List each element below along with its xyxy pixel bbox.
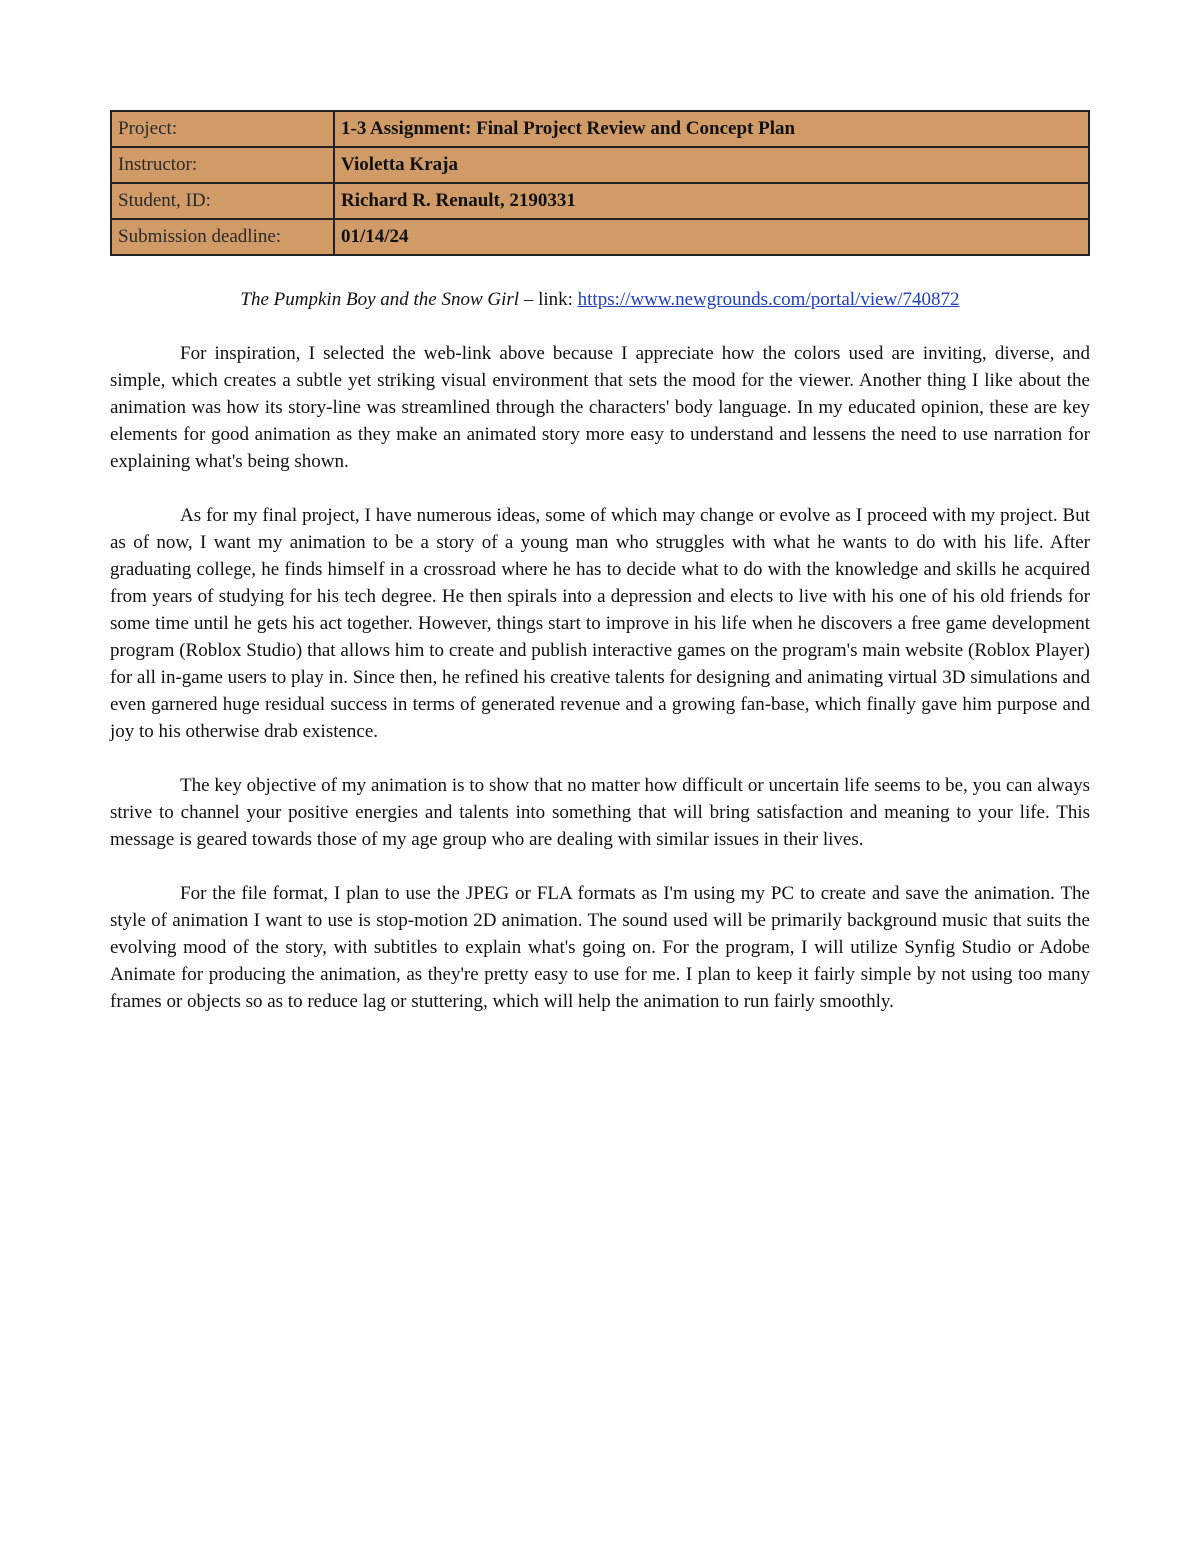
student-id-label: Student, ID: <box>111 183 334 219</box>
table-row <box>111 111 1089 147</box>
deadline-label: Submission deadline: <box>111 219 334 255</box>
instructor-label: Instructor: <box>111 147 334 183</box>
paragraph-final-project: As for my final project, I have numerous ideas, some of which may change or evolve as I proceed with my project. But as of now, I want my animation to be a story of a young man who struggles with what he wants to do with his life. After graduating college, he finds himself in a crossroad where he has to decide what to do with the knowledge and skills he acquired from years of studying for his tech degree. He then spirals into a depression and elects to live with his one of his old friends for some time until he gets his act together. However, things start to improve in his life when he discovers a free game development program (Roblox Studio) that allows him to create and publish interactive games on the program's main website (Roblox Player) for all in-game users to play in. Since then, he refined his creative talents for designing and animating virtual 3D simulations and even garnered huge residual success in terms of generated revenue and a growing fan-base, which finally gave him purpose and joy to his otherwise drab existence. <box>110 505 1090 742</box>
document-page <box>110 110 1090 1015</box>
reference-title: The Pumpkin Boy and the Snow Girl <box>240 289 520 310</box>
table-row <box>111 183 1089 219</box>
reference-separator: – link: <box>519 289 578 310</box>
paragraph-inspiration: For inspiration, I selected the web-link above because I appreciate how the colors used are inviting, diverse, and simple, which creates a subtle yet striking visual environment that sets the mood for the viewer. Another thing I like about the animation was how its story-line was streamlined through the characters' body language. In my educated opinion, these are key elements for good animation as they make an animated story more easy to understand and lessens the need to use narration for explaining what's being shown. <box>110 343 1090 472</box>
deadline-value: 01/14/24 <box>334 219 1089 255</box>
reference-link[interactable]: https://www.newgrounds.com/portal/view/740872 <box>577 289 960 310</box>
project-value: 1-3 Assignment: Final Project Review and Concept Plan <box>334 111 1089 147</box>
project-label: Project: <box>111 111 334 147</box>
assignment-info-table <box>110 110 1090 256</box>
paragraph-file-format: For the file format, I plan to use the JPEG or FLA formats as I'm using my PC to create and save the animation. The style of animation I want to use is stop-motion 2D animation. The sound used will be primarily background music that suits the evolving mood of the story, with subtitles to explain what's going on. For the program, I will utilize Synfig Studio or Adobe Animate for producing the animation, as they're pretty easy to use for me. I plan to keep it fairly simple by not using too many frames or objects so as to reduce lag or stuttering, which will help the animation to run fairly smoothly. <box>110 883 1090 1012</box>
reference-line <box>110 286 1090 313</box>
instructor-value: Violetta Kraja <box>334 147 1089 183</box>
table-row <box>111 219 1089 255</box>
student-id-value: Richard R. Renault, 2190331 <box>334 183 1089 219</box>
paragraph-objective: The key objective of my animation is to show that no matter how difficult or uncertain life seems to be, you can always strive to channel your positive energies and talents into something that will bring satisfaction and meaning to your life. This message is geared towards those of my age group who are dealing with similar issues in their lives. <box>110 775 1090 850</box>
table-row <box>111 147 1089 183</box>
